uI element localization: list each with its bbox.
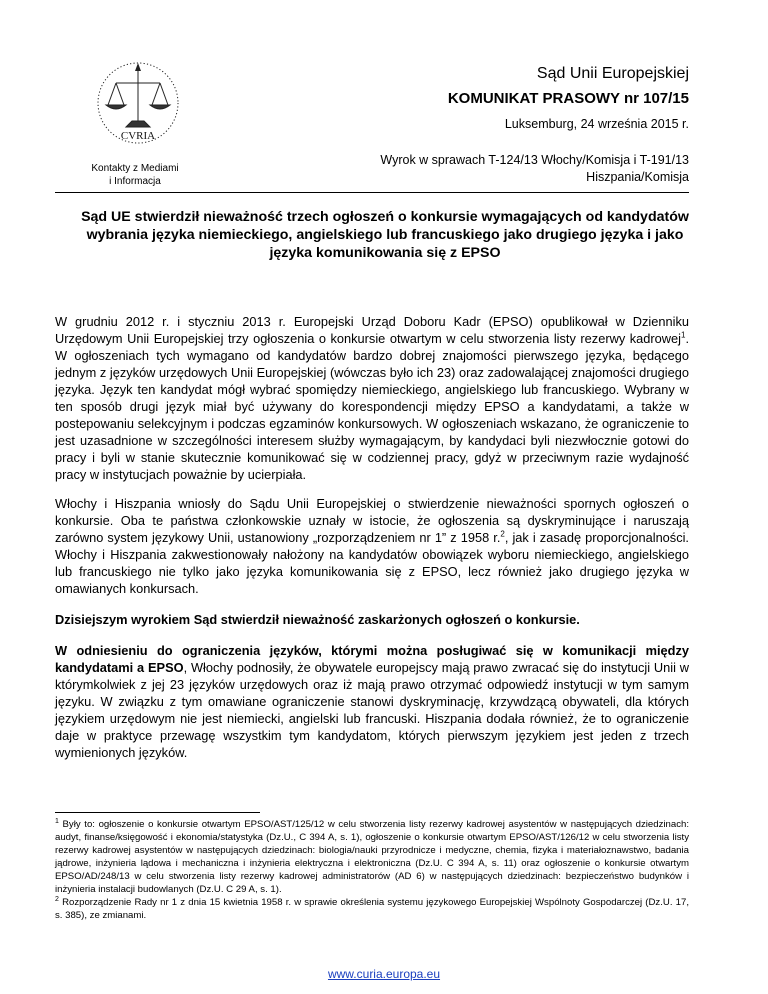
footer <box>0 967 768 981</box>
contact-line-2: i Informacja <box>109 176 161 187</box>
header-info <box>448 63 689 133</box>
case-line-2: Hiszpania/Komisja <box>586 170 689 184</box>
logo-text: CVRIA <box>120 130 156 142</box>
release-date: Luksemburg, 24 września 2015 r. <box>504 117 689 131</box>
paragraph-1: W grudniu 2012 r. i styczniu 2013 r. Europejski Urząd Doboru Kadr (EPSO) opublikował w Dzienniku Urzędowym Unii Europejskiej trzy ogłoszenia o konkursie otwartym w celu stworzenia listy rezerwy kadrowej$^1$. W ogłoszeniach tych wymagano od kandydatów bardzo dobrej znajomości pierwszego języka, będącego jednym z języków urzędowych Unii Europejskiej (wówczas było ich 23) oraz zadowalającej znajomości drugiego języka. Język ten kandydat mógł wybrać spomiędzy niemieckiego, angielskiego lub francuskiego. Wybrany w ten sposób drugi język miał być używany do korespondencji między EPSO a kandydatami, a także w postepowaniu selekcyjnym i podczas egzaminów konkursowych. W ogłoszeniach wskazano, że ograniczenie to jest uzasadnione w szczególności interesem służby wymagającym, by kandydaci byli niezwłocznie gotowi do pracy i byli w stanie skutecznie komunikować się w codziennej pracy, gdyż w przeciwnym razie wydajność pracy w instytucjach poważnie by ucierpiała. <box>55 314 689 482</box>
contact-line-1: Kontakty z Mediami <box>91 163 179 174</box>
media-contact-label <box>60 162 210 188</box>
case-reference <box>229 152 689 186</box>
header-divider <box>55 192 689 193</box>
footnote-1: $^1$ Były to: ogłoszenie o konkursie otwartym EPSO/AST/125/12 w celu stworzenia listy rezerwy kadrowej asystentów w następujących dziedzinach: audyt, finanse/księgowość i ekonomia/statystyka (Dz.U., C 394 A, s. 1), ogłoszenie o konkursie otwartym EPSO/AST/126/12 w celu stworzenia listy rezerwy kadrowej asystentów w następujących dziedzinach: biologia/nauki przyrodnicze i medyczne, chemia, fizyka i materiałoznawstwo, badania jądrowe, inżynieria lądowa i mechaniczna i inżynieria elektryczna i elektroniczna (Dz.U. C 394 A, s. 11) oraz ogłoszenie o konkursie otwartym EPSO/AD/248/13 w celu stworzenia listy rezerwy kadrowej administratorów (AD 6) w następujących dziedzinach: bezpieczeństwo budynków i inżynieria instalacji budowlanych (Dz.U. C 29 A, s. 1). <box>55 817 689 895</box>
curia-logo-icon <box>88 55 188 155</box>
court-name: Sąd Unii Europejskiej <box>536 65 689 82</box>
press-release-number: KOMUNIKAT PRASOWY nr 107/15 <box>447 90 689 107</box>
footnotes <box>55 818 689 922</box>
curia-website-link[interactable]: www.curia.europa.eu <box>327 967 441 981</box>
article-body <box>55 313 689 775</box>
page-title: Sąd UE stwierdził nieważność trzech ogłoszeń o konkursie wymagających od kandydatów wybrania języka niemieckiego, angielskiego lub francuskiego jako drugiego języka i jako języka komunikowania się z EPSO <box>81 209 689 261</box>
paragraph-3: Dzisiejszym wyrokiem Sąd stwierdził nieważność zaskarżonych ogłoszeń o konkursie. <box>55 612 580 627</box>
footnote-2: $^2$ Rozporządzenie Rady nr 1 z dnia 15 kwietnia 1958 r. w sprawie określenia systemu językowego Europejskiej Wspólnoty Gospodarczej (Dz.U. 17, s. 385), ze zmianami. <box>55 895 689 921</box>
footnote-divider <box>55 812 260 813</box>
case-line-1: Wyrok w sprawach T-124/13 Włochy/Komisja i T-191/13 <box>380 153 689 167</box>
footnote-ref-1: 1 <box>680 330 686 340</box>
paragraph-2: Włochy i Hiszpania wniosły do Sądu Unii Europejskiej o stwierdzenie nieważności spornych ogłoszeń o konkursie. Oba te państwa członkowskie uznały w istocie, że ogłoszenia są dyskryminujące i naruszają zarówno system językowy Unii, ustanowiony „rozporządzeniem nr 1” z 1958 r.$^2$, jak i zasadę proporcjonalności. Włochy i Hiszpania zakwestionowały nałożony na kandydatów obowiązek wyboru niemieckiego, angielskiego lub francuskiego nie tylko jako języka komunikowania się z EPSO, lecz również jako drugiego języka w omawianych konkursach. <box>55 496 689 596</box>
footnote-ref-2: 2 <box>500 529 505 539</box>
paragraph-4: W odniesieniu do ograniczenia języków, którymi można posługiwać się w komunikacji między kandydatami a EPSO, Włochy podnosiły, że obywatele europejscy mają prawo zwracać się do instytucji Unii w którymkolwiek z jej 23 języków urzędowych oraz iż mają prawo otrzymać odpowiedź instytucji w tym samym języku. W związku z tym omawiane ograniczenie stanowi dyskryminację, krzywdzącą obywateli, dla których językiem urzędowym nie jest niemiecki, angielski lub francuski. Hiszpania dodała również, że to ograniczenie daje w praktyce przewagę wszystkim tym kandydatom, których pierwszym językiem jest jeden z trzech wymienionych języków. <box>55 643 689 760</box>
